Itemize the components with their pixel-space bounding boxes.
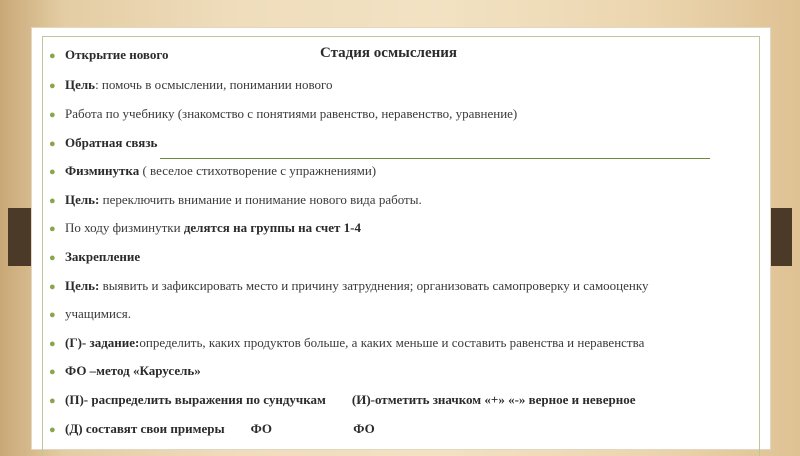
line-feedback: ● Обратная связь — [49, 135, 158, 150]
stage-title: Стадия осмысления — [320, 45, 457, 61]
line-goal-3: ● Цель: выявить и зафиксировать место и причину затруднения; организовать самопроверку и самооценку — [49, 278, 649, 293]
line-students: ● учащимися. — [49, 306, 131, 321]
bullet-icon: ● — [49, 366, 56, 378]
bullet-icon: ● — [49, 395, 56, 407]
bullet-icon: ● — [49, 80, 56, 92]
bullet-icon: ● — [49, 338, 56, 350]
line-goal-2: ● Цель: переключить внимание и понимание нового вида работы. — [49, 192, 422, 207]
line-consolidation: ● Закрепление — [49, 249, 141, 264]
bullet-icon: ● — [49, 166, 56, 178]
line-carousel: ● ФО –метод «Карусель» — [49, 363, 201, 378]
line-pair-task: ● (П)- распределить выражения по сундучкам (И)-отметить значком «+» «-» верное и неверное — [49, 392, 636, 407]
bullet-icon: ● — [49, 223, 56, 235]
bullet-icon: ● — [49, 138, 56, 150]
bullet-icon: ● — [49, 50, 56, 62]
line-physminute: ● Физминутка ( веселое стихотворение с упражнениями) — [49, 163, 377, 178]
bullet-icon: ● — [49, 195, 56, 207]
line-differentiated: ● (Д) составят свои примеры ФО ФО — [49, 421, 375, 436]
bullet-icon: ● — [49, 281, 56, 293]
line-group-task: ● (Г)- задание:определить, каких продуктов больше, а каких меньше и составить равенства и неравенства — [49, 335, 645, 350]
line-opening: ● Открытие нового — [49, 47, 169, 62]
bullet-icon: ● — [49, 309, 56, 321]
bullet-icon: ● — [49, 252, 56, 264]
line-groups: ● По ходу физминутки делятся на группы на счет 1-4 — [49, 220, 361, 235]
line-textbook-work: ● Работа по учебнику (знакомство с понятиями равенство, неравенство, уравнение) — [49, 106, 518, 121]
bullet-icon: ● — [49, 424, 56, 436]
divider-line — [160, 158, 710, 159]
line-goal-1: ● Цель: помочь в осмыслении, понимании нового — [49, 77, 333, 92]
bullet-icon: ● — [49, 109, 56, 121]
